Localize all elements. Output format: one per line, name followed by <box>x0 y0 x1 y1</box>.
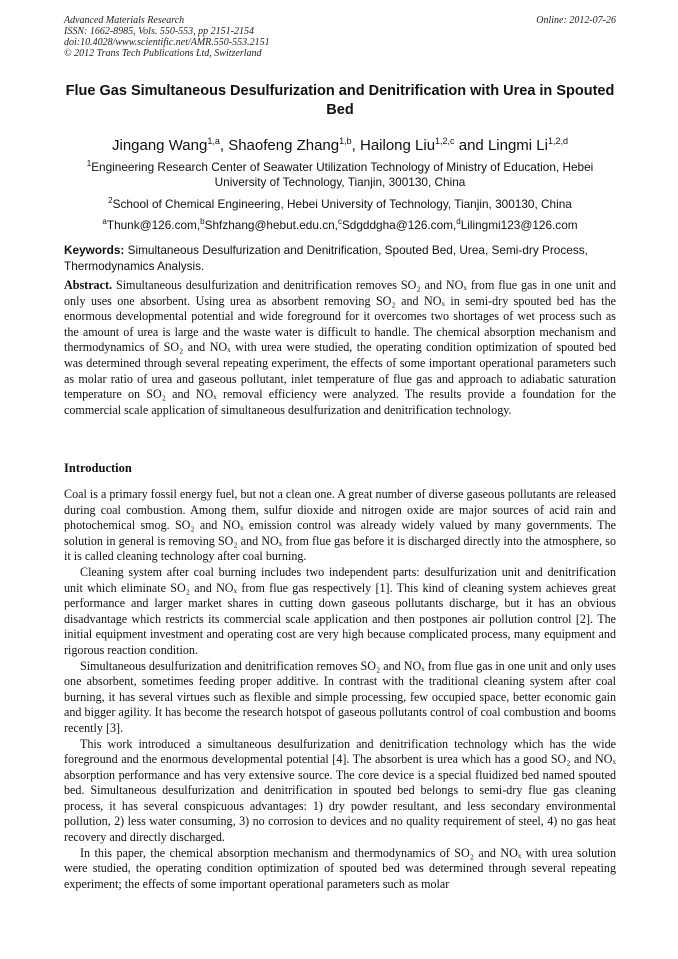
author-list <box>64 132 616 155</box>
affiliation-sup: 2 <box>108 196 113 205</box>
paper-title: Flue Gas Simultaneous Desulfurization and Denitrification with Urea in Spouted Bed <box>65 83 615 118</box>
email-sup: a <box>102 217 107 226</box>
intro-paragraph: In this paper, the chemical absorption mechanism and thermodynamics of SO₂ and NOₓ with urea solution were studied, the operating condition optimization of spouted bed was determined through several repeating experiment; the effects of some important operational parameters such as molar <box>64 845 616 891</box>
affiliation-2 <box>64 193 616 212</box>
journal-name: Advanced Materials Research <box>64 15 185 26</box>
author-name: Hailong Liu <box>359 137 436 154</box>
email-link[interactable]: Sdgddgha@126.com, <box>341 217 457 232</box>
online-date: Online: 2012-07-26 <box>536 15 616 26</box>
issn-line: ISSN: 1662-8985, Vols. 550-553, pp 2151-2154 <box>64 26 254 37</box>
author-separator: and <box>454 137 488 154</box>
abstract-paragraph <box>64 278 616 418</box>
keywords-label: Keywords: <box>64 243 125 257</box>
author-sup: 1,2,d <box>547 136 568 146</box>
author-sup: 1,a <box>207 136 220 146</box>
author-sup: 1,2,c <box>435 136 455 146</box>
email-sup: b <box>200 217 205 226</box>
author-separator: , <box>219 137 229 154</box>
intro-paragraph: Simultaneous desulfurization and denitrification removes SO₂ and NOₓ from flue gas in one unit and only uses one absorbent, sometimes feeding proper additive. In contrast with the traditional cleaning system after coal burning, it has several virtues such as flexible and simple processing, few occupied space, better economic gain and bigger agility. It has become the research hotspot of gaseous pollutants control of coal combustion and booms recently [3]. <box>64 658 616 735</box>
section-heading-introduction: Introduction <box>64 461 132 475</box>
affiliation-1 <box>64 156 616 191</box>
intro-paragraph: Coal is a primary fossil energy fuel, but not a clean one. A great number of diverse gaseous pollutants are released during coal combustion. Among them, sulfur dioxide and nitrogen oxide are major sources of acid rain and photochemical smog. SO₂ and NOₓ emission control was already widely valued by many governments. The solution in general is removing SO₂ and NOₓ from flue gas before it is discharged directly into the atmosphere, so it is called cleaning technology after coal burning. <box>64 487 616 564</box>
author-name: Jingang Wang <box>111 137 208 154</box>
abstract-label: Abstract. <box>64 278 113 292</box>
intro-paragraph: This work introduced a simultaneous desulfurization and denitrification technology which has the wide foreground and the enormous developmental potential [4]. The absorbent is urea which has a good SO₂ and NOₓ absorption performance and has very extensive source. The core device is a special fluidized bed named spouted bed. Simultaneous desulfurization and denitrification in spouted bed belongs to semi-dry flue gas cleaning process, it has several conspicuous advantages: 1) dry powder resultant, and less secondary environmental pollution, 2) less water consuming, 3) no corrosion to devices and no quality requirement of steel, 4) no gas heat recovery and directly discharged. <box>64 736 616 845</box>
introduction-body <box>64 487 616 892</box>
journal-header <box>64 15 616 59</box>
email-sup: d <box>456 217 461 226</box>
doi-line: doi:10.4028/www.scientific.net/AMR.550-553.2151 <box>64 37 270 48</box>
author-sup: 1,b <box>339 136 352 146</box>
author-separator: , <box>351 137 360 154</box>
author-name: Shaofeng Zhang <box>228 137 340 154</box>
affiliation-text: Engineering Research Center of Seawater Utilization Technology of Ministry of Education, Hebei University of Technology, Tianjin, 300130, China <box>91 159 594 190</box>
author-name: Lingmi Li <box>487 137 548 154</box>
copyright-line: © 2012 Trans Tech Publications Ltd, Switzerland <box>64 48 262 59</box>
abstract-text: Simultaneous desulfurization and denitrification removes SO₂ and NOₓ from flue gas in one unit and only uses one absorbent. Using urea as absorbent removing SO₂ and NOₓ in semi-dry spouted bed has the enormous developmental potential and wide foreground for it overcomes two shortages of wet process such as the amount of urea is large and the waste water is difficult to handle. The chemical absorption mechanism and thermodynamics of SO₂ and NOₓ with urea were studied, the operating condition optimization of spouted bed was determined through several repeating experiment, the effects of some important operational parameters such as molar ratio of urea and gaseous pollutant, inlet temperature of flue gas and approach to adiabatic saturation temperature on SO₂ and NOₓ removal efficiency were analyzed. The results provide a foundation for the commercial scale application of simultaneous desulfurization and denitrification technology. <box>64 278 616 417</box>
email-list <box>64 214 616 233</box>
email-link[interactable]: Thunk@126.com, <box>106 217 201 232</box>
email-link[interactable]: Lilingmi123@126.com <box>460 217 578 232</box>
keywords-text: Simultaneous Desulfurization and Denitrification, Spouted Bed, Urea, Semi-dry Process, Thermodynamics Analysis. <box>64 243 588 273</box>
affiliation-text: School of Chemical Engineering, Hebei University of Technology, Tianjin, 300130, China <box>112 196 572 211</box>
affiliation-sup: 1 <box>86 159 92 168</box>
intro-paragraph: Cleaning system after coal burning includes two independent parts: desulfurization unit and denitrification unit which eliminate SO₂ and NOₓ from flue gas respectively [1]. This kind of cleaning system achieves great performance and larger market shares in cutting down gaseous pollutants discharge, but it has an obvious disadvantage which restricts its commercial scale application and then postpones air pollution control [2]. The initial equipment investment and operating cost are very high because complicated process, many equipment and rigorous reaction condition. <box>64 564 616 657</box>
keywords <box>64 243 616 274</box>
email-sup: c <box>337 217 342 226</box>
abstract <box>64 278 616 418</box>
email-link[interactable]: Shfzhang@hebut.edu.cn, <box>204 217 338 232</box>
